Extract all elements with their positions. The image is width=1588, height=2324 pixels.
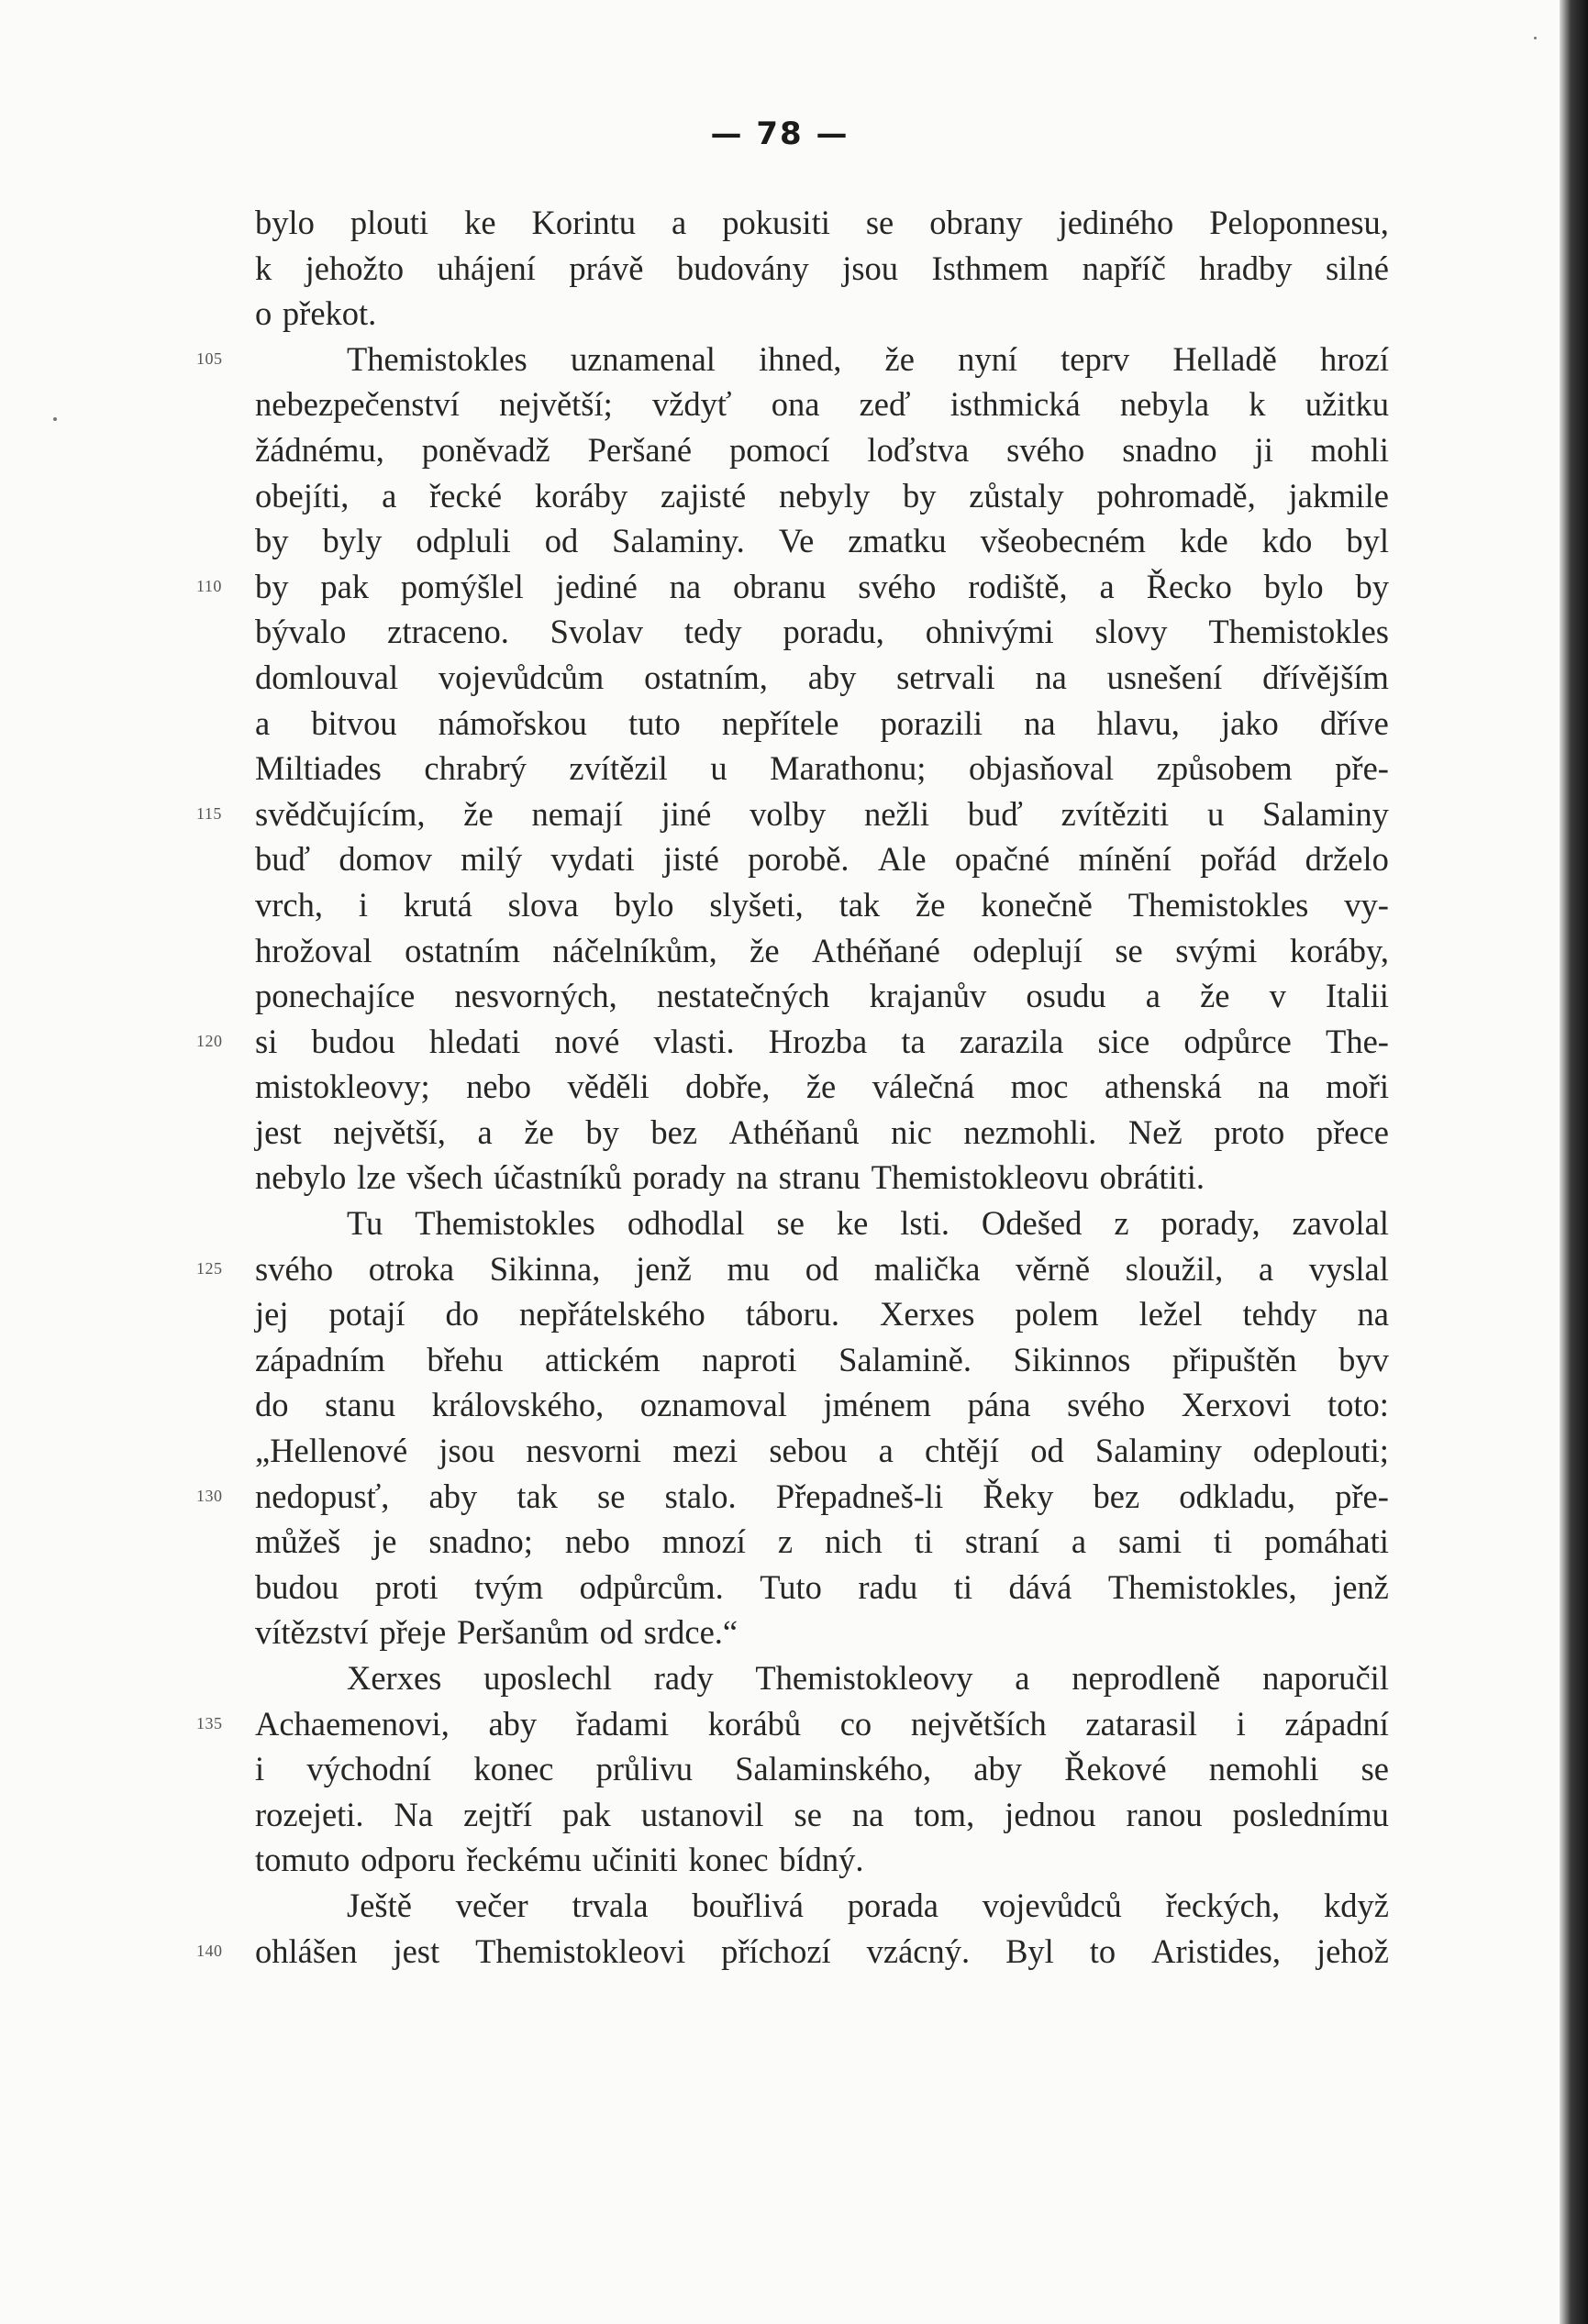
text-line: můžeš je snadno; nebo mnozí z nich ti straní a sami ti pomáhati [255, 1522, 1389, 1561]
text-line: jej potají do nepřátelského táboru. Xerxes polem ležel tehdy na [255, 1295, 1389, 1334]
text-line: rozejeti. Na zejtří pak ustanovil se na tom, jednou ranou poslednímu [255, 1795, 1389, 1833]
line-number: 110 [196, 576, 222, 595]
line-number: 130 [196, 1486, 223, 1505]
text-line: hrožoval ostatním náčelníkům, že Athéňané odeplují se svými koráby, [255, 931, 1389, 969]
text-line: bývalo ztraceno. Svolav tedy poradu, ohnivými slovy Themistokles [255, 613, 1389, 651]
line-number: 125 [196, 1258, 223, 1278]
text-line: si budou hledati nové vlasti. Hrozba ta zarazila sice odpůrce The- 120 [196, 1022, 1389, 1060]
text-line: ponechajíce nesvorných, nestatečných krajanův osudu a že v Italii [255, 977, 1389, 1015]
text-line: k jehožto uhájení právě budovány jsou Isthmem napříč hradby silné [255, 249, 1389, 287]
text-line: Xerxes uposlechl rady Themistokleovy a neprodleně naporučil [347, 1659, 1389, 1697]
line-number: 120 [196, 1031, 223, 1050]
page-number: — 78 — [710, 116, 850, 152]
line-number: 140 [196, 1941, 223, 1960]
text-line: Ještě večer trvala bouřlivá porada vojevůdců řeckých, když [347, 1886, 1389, 1924]
body-text [196, 200, 1389, 1974]
text-line: nedopusť, aby tak se stalo. Přepadneš-li Řeky bez odkladu, pře- 130 [196, 1477, 1389, 1515]
line-number: 135 [196, 1713, 223, 1732]
text-line: Tu Themistokles odhodlal se ke lsti. Odešed z porady, zavolal [347, 1204, 1389, 1243]
text-line: jest největší, a že by bez Athéňanů nic nezmohli. Než proto přece [255, 1112, 1389, 1151]
text-line: Themistokles uznamenal ihned, že nyní teprv Helladě hrozí 105 [196, 339, 1389, 378]
text-line: budou proti tvým odpůrcům. Tuto radu ti dává Themistokles, jenž [255, 1567, 1389, 1606]
text-line: obejíti, a řecké koráby zajisté nebyly by zůstaly pohromadě, jakmile [255, 476, 1389, 515]
text-line: o překot. [255, 294, 377, 333]
text-line: žádnému, poněvadž Peršané pomocí loďstva svého snadno ji mohli [255, 430, 1389, 469]
text-line: vítězství přeje Peršanům od srdce.“ [255, 1613, 738, 1652]
text-line: bylo plouti ke Korintu a pokusiti se obrany jediného Peloponnesu, [255, 204, 1389, 241]
text-line: nebylo lze všech účastníků porady na stranu Themistokleovu obrátiti. [255, 1158, 1205, 1197]
text-line: ohlášen jest Themistokleovi příchozí vzácný. Byl to Aristides, jehož 140 [196, 1931, 1389, 1970]
print-speck [53, 417, 57, 421]
line-number: 105 [196, 349, 223, 368]
text-line: svědčujícím, že nemají jiné volby nežli buď zvítěziti u Salaminy 115 [196, 794, 1389, 833]
text-line: domlouval vojevůdcům ostatním, aby setrvali na usnešení dřívějším [255, 658, 1389, 696]
text-line: by byly odpluli od Salaminy. Ve zmatku všeobecném kde kdo byl [255, 522, 1389, 560]
text-line: i východní konec průlivu Salaminského, aby Řekové nemohli se [255, 1750, 1389, 1788]
text-line: západním břehu attickém naproti Salamině. Sikinnos připuštěn byv [255, 1340, 1389, 1378]
text-line: do stanu královského, oznamoval jménem pána svého Xerxovi toto: [255, 1386, 1389, 1424]
text-line: tomuto odporu řeckému učiniti konec bídný. [255, 1841, 864, 1879]
text-line: a bitvou námořskou tuto nepřítele porazili na hlavu, jako dříve [255, 703, 1389, 742]
text-line: svého otroka Sikinna, jenž mu od malička věrně sloužil, a vyslal 125 [196, 1249, 1389, 1288]
page-edge-shadow [1560, 0, 1588, 2324]
text-line: vrch, i krutá slova bylo slyšeti, tak že konečně Themistokles vy- [255, 885, 1389, 924]
text-line: by pak pomýšlel jediné na obranu svého rodiště, a Řecko bylo by 110 [196, 567, 1389, 605]
print-speck [1534, 37, 1537, 39]
text-line: mistokleovy; nebo věděli dobře, že válečná moc athenská na moři [255, 1068, 1389, 1106]
line-number: 115 [196, 803, 222, 823]
text-line: buď domov milý vydati jisté porobě. Ale opačné mínění pořád drželo [255, 840, 1389, 879]
text-line: Achaemenovi, aby řadami korábů co největších zatarasil i západní 135 [196, 1704, 1389, 1743]
text-line: nebezpečenství největší; vždyť ona zeď isthmická nebyla k užitku [255, 385, 1389, 424]
text-line: Miltiades chrabrý zvítězil u Marathonu; objasňoval způsobem pře- [255, 749, 1389, 788]
text-line: „Hellenové jsou nesvorni mezi sebou a chtějí od Salaminy odeplouti; [255, 1432, 1389, 1470]
